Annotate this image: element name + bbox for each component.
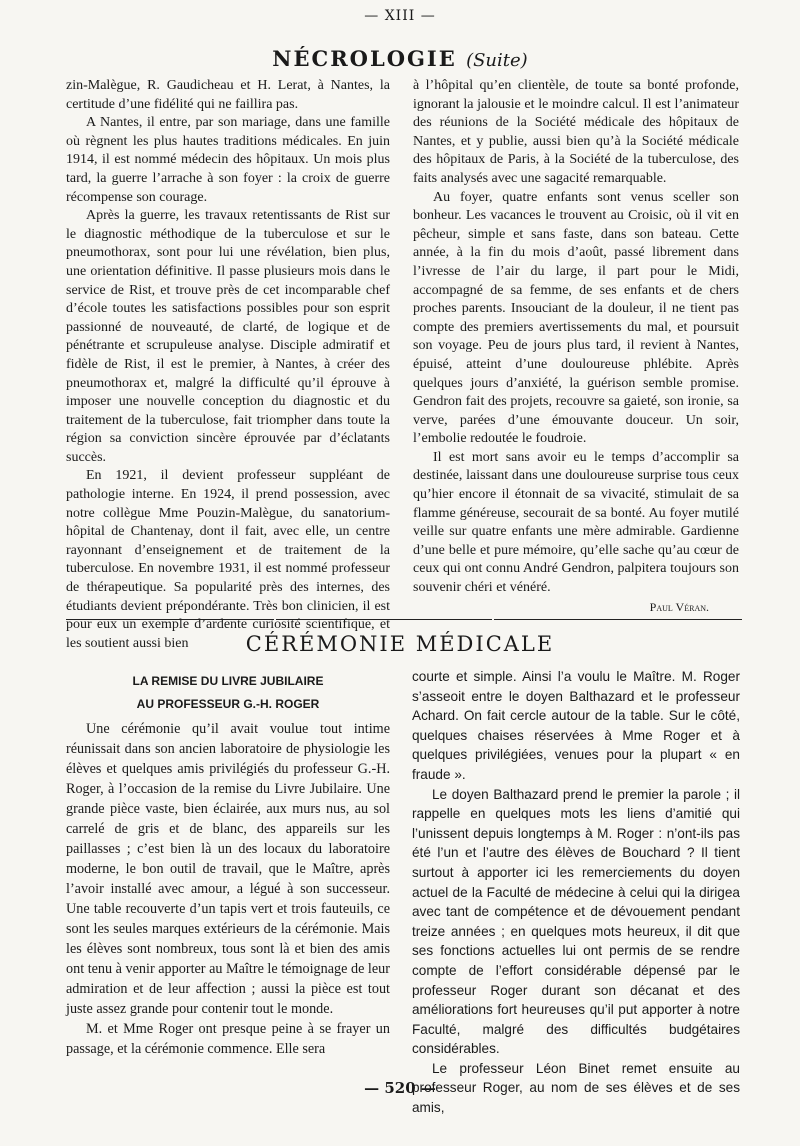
paragraph: Après la guerre, les travaux retentissants de Rist sur le diagnostic méthodique de la tuberculose et sur le pneumothorax, sont pour lui une révélation, bien plus, une orientation définitive. Il passe plusieurs mois dans le service de Rist, et trouve près de cet incomparable chef d’école toutes les satisfactions possibles pour son esprit passionné de nouveauté, de clarté, de logique et de pénétrante et scrupuleuse analyse. Disciple admiratif et fidèle de Rist, il est le premier, à Nantes, à créer des pneumothorax et, malgré la difficulté qu’il éprouve à imposer une nouvelle conception du diagnostic et du traitement de la tuberculose, fait triompher dans toute la région sa conviction sincère éprouvée par d’éclatants succès.	[66, 208, 390, 465]
paragraph: Le professeur Léon Binet remet ensuite au professeur Roger, au nom de ses élèves et de ses amis,	[412, 1060, 740, 1116]
paragraph: Une cérémonie qu’il avait voulue tout intime réunissait dans son ancien laboratoire de physiologie les élèves et quelques amis privilégiés du professeur G.-H. Roger, à l’occasion de la remise du Livre Jubilaire. Une grande pièce vaste, bien éclairée, aux murs nus, au sol carrelé de gris et de blanc, des appareils sur les paillasses ; c’est bien là un des locaux du laboratoire moderne, le bon outil de travail, que le Maître, après l’avoir installé avec amour, a légué à son successeur. Une table recouverte d’un tapis vert et trois fauteuils, ce sont les seules marques extérieurs de la cérémonie. Mais les élèves sont nombreux, tous sont là et bien des amis ont tenu à venir apporter au Maître le témoignage de leur admiration et de leur affection ; aussi la pièce est tout juste assez grande pour contenir tout le monde.	[66, 721, 390, 1017]
author-signature: Paul Véran.	[649, 599, 709, 614]
paragraph: A Nantes, il entre, par son mariage, dans une famille où règnent les plus hautes traditions médicales. En juin 1914, il est nommé médecin des hôpitaux. Un mois plus tard, la guerre l’arrache à son foyer : la croix de guerre récompense son courage.	[66, 115, 390, 205]
paragraph: Il est mort sans avoir eu le temps d’accomplir sa destinée, laissant dans une douloureuse surprise tous ceux qu’hier encore il étonnait de sa vivacité, stimulait de sa flamme généreuse, secourait de sa bonté. Au foyer mutilé veille sur quatre enfants une mère admirable. Gardienne d’une belle et pure mémoire, qu’elle sache qu’au cœur de ceux qui ont connu André Gendron, palpitera toujours son souvenir chéri et vénéré.	[413, 449, 739, 596]
subtitle-line-1: LA REMISE DU LIVRE JUBILAIRE	[132, 674, 324, 688]
paragraph: Le doyen Balthazard prend le premier la parole ; il rappelle en quelques mots les liens d’amitié qui l’unissent depuis longtemps à M. Roger : n’ont-ils pas été l’un et l’autre des élèves de Bouchard ? Il tient surtout à apporter ici les remerciements du doyen actuel de la Faculté de médecine à celui qui la dirigea avec tant de compétence et de dévouement pendant treize années ; en quelques mots heureux, il dit que ses fonctions actuelles lui ont permis de se rendre compte de l’effort considérable dépensé par le professeur Roger durant son décanat et des améliorations fort heureuses qu’il put apporter à notre Faculté, malgré des difficultés budgétaires considérables.	[412, 786, 740, 1057]
paragraph: En 1921, il devient professeur suppléant de pathologie interne. En 1924, il prend possession, avec notre collègue Mme Pouzin-Malègue, du sanatorium-hôpital de Chantenay, dont il fait, avec elle, un centre rayonnant d’enseignement et de traitement de la tuberculose. En novembre 1931, il est nommé professeur de thérapeutique. Sa popularité près des internes, des étudiants devient prépondérante. Très bon clinicien, il est pour eux un exemple d’ardente curiosité scientifique, et les soutient aussi bien	[66, 468, 390, 651]
section-divider	[276, 619, 492, 620]
paragraph: zin-Malègue, R. Gaudicheau et H. Lerat, à Nantes, la certitude d’une fidélité qui ne faillira pas.	[66, 78, 390, 112]
necrologie-title	[0, 46, 800, 71]
ceremonie-title: CÉRÉMONIE MÉDICALE	[245, 632, 555, 656]
necrologie-column-right	[413, 77, 739, 616]
subtitle-line-2: AU PROFESSEUR G.-H. ROGER	[136, 697, 320, 711]
necrologie-column-left	[66, 77, 390, 653]
paragraph: courte et simple. Ainsi l’a voulu le Maître. M. Roger s’asseoit entre le doyen Balthazard et le professeur Achard. On fait cercle autour de la table. Sur le côté, quelques chaises réservées à Mme Roger et à quelques privilégiées, venues pour la plupart « en fraude ».	[412, 669, 740, 782]
page-number: — 520 —	[364, 1079, 436, 1097]
section-divider	[66, 619, 274, 620]
section-divider	[494, 619, 742, 620]
necrologie-title-text: NÉCROLOGIE	[272, 46, 457, 71]
roman-page-number: — XIII —	[364, 8, 436, 24]
paragraph: M. et Mme Roger ont presque peine à se frayer un passage, et la cérémonie commence. Elle sera	[66, 1021, 390, 1057]
necrologie-title-suffix: (Suite)	[466, 50, 528, 71]
article-subtitle	[66, 670, 390, 716]
paragraph: à l’hôpital qu’en clientèle, de toute sa bonté profonde, ignorant la jalousie et le moindre calcul. Il est l’animateur des réunions de la Société médicale des hôpitaux de Nantes, et y publie, aussi bien qu’à la Société médicale des hôpitaux de Paris, à la Société de la tuberculose, des faits analysés avec une sagacité remarquable.	[413, 78, 739, 186]
ceremonie-column-left	[66, 719, 390, 1059]
ceremonie-column-right	[412, 667, 740, 1118]
paragraph: Au foyer, quatre enfants sont venus sceller son bonheur. Les vacances le trouvent au Croisic, où il vit en pêcheur, simple et sans faste, dans son bateau. Cette année, à la fin du mois d’août, passé librement dans l’ivresse de l’air du large, il part pour le Midi, accompagné de sa femme, de ses enfants et de chers proches parents. Insouciant de la douleur, il ne tient pas compte des premiers avertissements du mal, et poursuit son voyage. Peu de jours plus tard, il revient à Nantes, épuisé, atteint d’une douloureuse phlébite. Après quelques jours d’anxiété, la guérison semble promise. Gendron fait des projets, recouvre sa gaieté, son ironie, sa verve, parées d’une émouvante douceur. Un soir, l’embolie redoutée le foudroie.	[413, 189, 739, 447]
